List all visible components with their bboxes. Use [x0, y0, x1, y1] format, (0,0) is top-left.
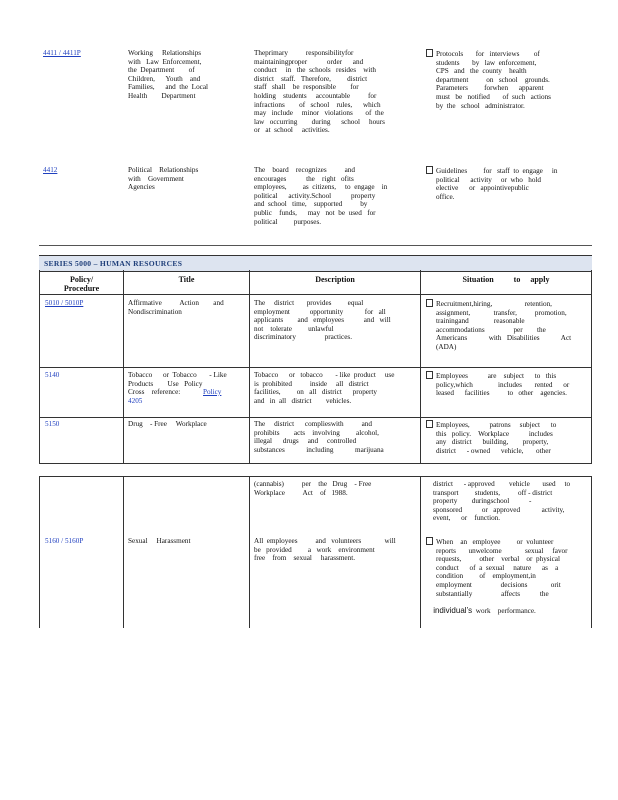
table-rule — [123, 476, 124, 628]
table-rule — [249, 476, 250, 628]
text-line: Drug - Free Workplace — [128, 420, 207, 428]
table-rule — [39, 476, 40, 628]
policy-link[interactable]: 4411 / 4411P — [43, 49, 81, 57]
table-rule — [39, 476, 592, 477]
text-line: Children, Youth and — [128, 74, 201, 83]
text-line: with Government — [128, 174, 184, 183]
text-line-content: Guidelines for staff to engage in — [436, 167, 558, 175]
table-rule — [249, 270, 250, 463]
text-line: Workplace Act of 1988. — [254, 488, 348, 497]
situation-5160 — [426, 537, 588, 624]
text-line: any district building, property, — [436, 438, 549, 447]
text-line: Tobacco or tobacco - like product use — [254, 371, 395, 379]
situation-line — [426, 598, 588, 624]
text-line: Americans with Disabilities Act — [436, 334, 572, 343]
text-line: employment decisions orit — [436, 580, 561, 589]
checkbox-bullet-icon — [426, 537, 433, 545]
text-line: district staff. Therefore, district — [254, 74, 368, 83]
text-line: trainingand reasonable — [436, 317, 525, 326]
situation-5140 — [426, 371, 588, 398]
text-line: facilities, on all district property — [254, 388, 377, 397]
text-line: political purposes. — [254, 217, 322, 226]
text-line: not tolerate unlawful — [254, 324, 334, 333]
text-line: Tobacco or Tobacco - Like — [128, 371, 227, 379]
text-line: department on school grounds. — [436, 75, 550, 84]
header-line: Procedure — [63, 284, 100, 293]
text-line: leased facilities to other agencies. — [436, 389, 567, 398]
situation-5150 — [426, 420, 588, 455]
text-line: policy,which includes rented or — [436, 380, 570, 389]
table-rule — [420, 476, 421, 628]
text-line: or at school activities. — [254, 126, 330, 135]
text-line: prohibits acts involving alcohol, — [254, 428, 379, 437]
text-line: Parameters forwhen apparent — [436, 84, 544, 93]
policy-code-5140: 5140 — [45, 371, 60, 379]
policy-code-4411[interactable] — [43, 49, 81, 58]
table-rule — [591, 476, 592, 628]
description-5150-continued — [254, 480, 414, 497]
text-line: Working Relationships — [128, 49, 202, 57]
text-line: political activity.School property — [254, 191, 376, 200]
table-rule — [591, 270, 592, 463]
text-line: (ADA) — [436, 342, 457, 351]
text-line: The district provides equal — [254, 299, 364, 307]
text-line — [426, 166, 576, 176]
title-5150 — [128, 420, 245, 429]
description-5010 — [254, 299, 414, 342]
text-line: discriminatory practices. — [254, 333, 353, 342]
text-line: Cross reference: — [128, 388, 181, 397]
description-5150 — [254, 420, 414, 454]
text-line — [426, 537, 588, 547]
text-line: requests, other verbal or physical — [436, 555, 560, 564]
situation-4412 — [426, 166, 576, 201]
situation-tail: work performance. — [472, 606, 536, 615]
text-line: office. — [436, 192, 455, 201]
situation-emphasis: individual’s — [433, 605, 473, 615]
text-line: Political Relationships — [128, 166, 199, 174]
text-line — [426, 371, 588, 381]
text-line: condition of employment,in — [436, 572, 536, 581]
policy-code-4412[interactable] — [43, 166, 57, 175]
text-line-content: When an employee or volunteer — [436, 538, 554, 546]
description-4411 — [254, 49, 406, 135]
text-line-content: Protocols for interviews of — [436, 50, 540, 58]
text-line-content: Recruitment,hiring, retention, — [436, 300, 552, 308]
text-line: event, or function. — [433, 514, 501, 523]
text-line: reports unwelcome sexual favor — [436, 546, 568, 555]
text-line: assignment, transfer, promotion, — [436, 308, 567, 317]
text-line: transport students, off - district — [433, 488, 553, 497]
policy-code-5010[interactable] — [45, 299, 83, 308]
text-line: maintainingproper order and — [254, 57, 364, 66]
text-line: and school time, supported by — [254, 200, 368, 209]
text-line: All employees and volunteers will — [254, 537, 396, 545]
table-rule — [39, 463, 592, 464]
title-5160: Sexual Harassment — [128, 537, 191, 545]
text-line: Theprimary responsibilityfor — [254, 49, 354, 57]
checkbox-bullet-icon — [426, 371, 433, 379]
policy-code-5150: 5150 — [45, 420, 60, 428]
text-line: accommodations per the — [436, 325, 546, 334]
text-line: The board recognizes and — [254, 166, 355, 174]
title-4412 — [128, 166, 243, 192]
text-line: staff shall be responsible for — [254, 83, 359, 92]
text-line: substantially affects the — [436, 589, 549, 598]
checkbox-bullet-icon — [426, 49, 433, 57]
header-line: Policy/ — [69, 275, 94, 284]
situation-5150-continued — [433, 480, 588, 523]
text-line: property duringschool - — [433, 497, 532, 506]
table-rule — [39, 294, 592, 295]
text-line — [426, 299, 588, 309]
policy-code-5160: 5160 / 5160P — [45, 537, 84, 545]
title-5140 — [128, 371, 245, 405]
text-line: the Department of — [128, 66, 195, 75]
text-line: Families, and the Local — [128, 83, 209, 92]
text-line: (cannabis) per the Drug - Free — [254, 480, 372, 488]
text-line: public funds, may not be used for — [254, 208, 376, 217]
text-line: employment opportunity for all — [254, 307, 386, 316]
title-5010 — [128, 299, 245, 316]
text-line — [426, 49, 576, 59]
text-line: encourages the right ofits — [254, 174, 354, 183]
text-line: Affirmative Action and — [128, 299, 224, 307]
text-line: conduct in the schools resides with — [254, 66, 376, 75]
text-line: Nondiscrimination — [128, 307, 182, 316]
description-5140 — [254, 371, 414, 405]
table-rule — [39, 417, 592, 418]
text-line: free from sexual harassment. — [254, 554, 355, 563]
table-rule — [39, 367, 592, 368]
policy-link[interactable]: 4412 — [43, 166, 58, 174]
description-4412 — [254, 166, 406, 226]
text-line: may include minor violations of the — [254, 109, 384, 118]
col-header-title: Title — [178, 275, 195, 284]
col-header-situation: Situation to apply — [462, 275, 550, 284]
text-line-content: Employees are subject to this — [436, 372, 557, 380]
text-line: district - approved vehicle used to — [433, 480, 571, 488]
policy-cross-reference-number[interactable]: 4205 — [128, 396, 143, 405]
policy-cross-reference-link[interactable]: Policy — [203, 388, 222, 396]
series-label: SERIES 5000 – HUMAN RESOURCES — [44, 259, 183, 268]
text-line: by the school administrator. — [436, 101, 525, 110]
text-line: elective or appointivepublic — [436, 184, 529, 193]
text-line: illegal drugs and controlled — [254, 437, 357, 446]
text-line: sponsored or approved activity, — [433, 505, 565, 514]
table-rule — [420, 270, 421, 463]
text-line: be provided a work environment — [254, 545, 375, 554]
text-line: employees, as citizens, to engage in — [254, 183, 388, 192]
text-line: with Law Enforcement, — [128, 57, 202, 66]
table-rule — [39, 245, 592, 246]
checkbox-bullet-icon — [426, 166, 433, 174]
text-line: The district complieswith and — [254, 420, 372, 428]
series-header-bar — [39, 255, 592, 272]
text-line: district - owned vehicle, other — [436, 446, 551, 455]
text-line: Health Department — [128, 91, 196, 100]
text-line: Products Use Policy — [128, 379, 203, 388]
text-line: substances including marijuana — [254, 445, 384, 454]
description-5160 — [254, 537, 414, 563]
text-line: infractions of school rules, which — [254, 100, 381, 109]
text-line: Agencies — [128, 183, 155, 192]
text-line-content: Employees, patrons subject to — [436, 421, 557, 429]
situation-5010 — [426, 299, 588, 352]
text-line: political activity or who hold — [436, 175, 542, 184]
title-4411 — [128, 49, 243, 101]
text-line: and in all district vehicles. — [254, 396, 352, 405]
policy-link[interactable]: 5010 / 5010P — [45, 299, 84, 307]
text-line: is prohibited inside all district — [254, 379, 369, 388]
text-line: holding students accountable for — [254, 91, 377, 100]
checkbox-bullet-icon — [426, 299, 433, 307]
table-rule — [39, 270, 40, 463]
text-line: applicants and employees and will — [254, 316, 391, 325]
text-line — [426, 420, 588, 430]
col-header-policy — [40, 275, 123, 293]
text-line: conduct of a sexual nature as a — [436, 563, 559, 572]
col-header-description: Description — [315, 275, 355, 284]
text-line: students by law enforcement, — [436, 58, 537, 67]
text-line: CPS and the county health — [436, 67, 527, 76]
text-line: law occurring during school hours — [254, 117, 385, 126]
text-line: this policy. Workplace includes — [436, 429, 553, 438]
text-line: must be notified of such actions — [436, 92, 551, 101]
situation-4411 — [426, 49, 576, 110]
table-rule — [123, 270, 124, 463]
checkbox-bullet-icon — [426, 420, 433, 428]
